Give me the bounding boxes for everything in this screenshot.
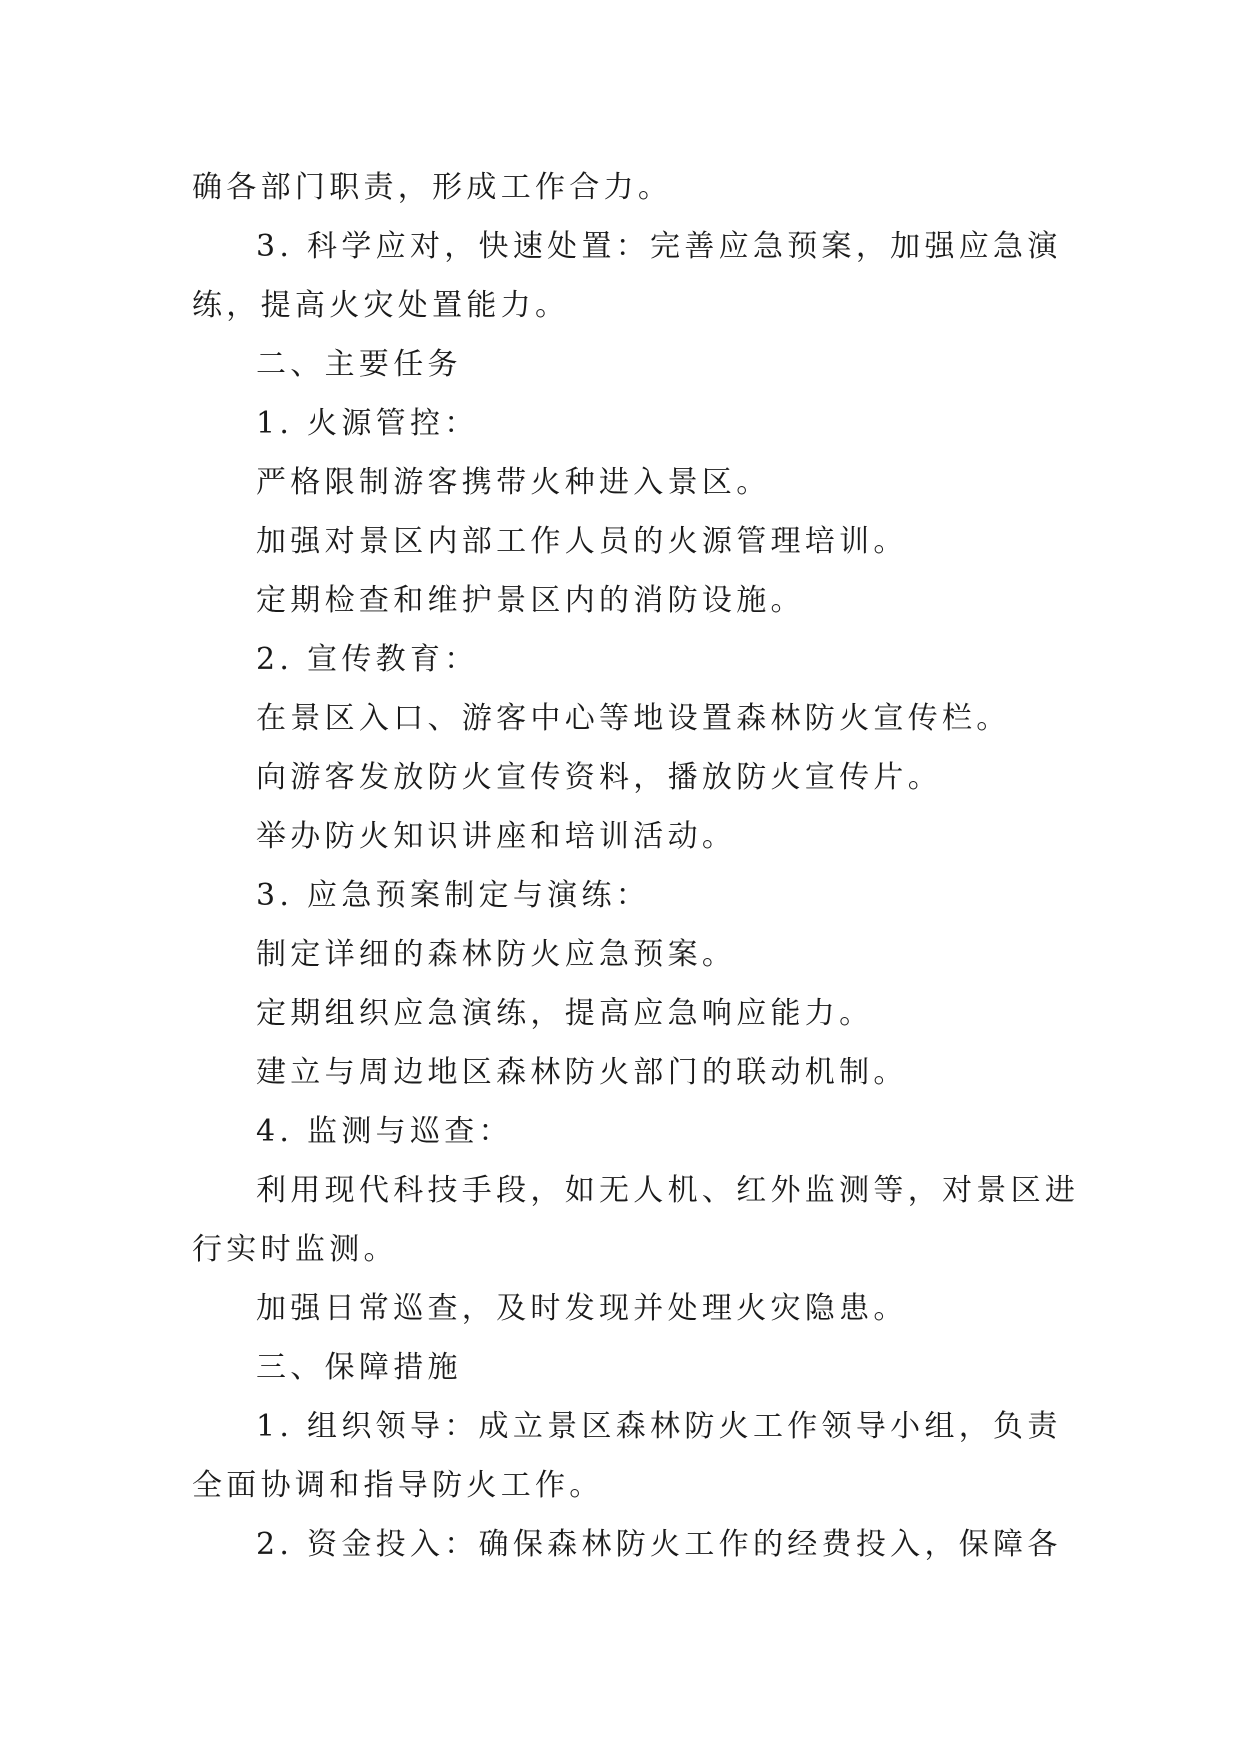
paragraph-line: 在景区入口、游客中心等地设置森林防火宣传栏。 (256, 701, 1011, 736)
subsection-heading: 4. 监测与巡查： (256, 1114, 513, 1149)
paragraph-line: 行实时监测。 (192, 1232, 398, 1267)
paragraph-line: 定期组织应急演练，提高应急响应能力。 (256, 996, 874, 1031)
paragraph-line: 利用现代科技手段，如无人机、红外监测等，对景区进 (256, 1173, 1080, 1208)
paragraph-line: 加强日常巡查，及时发现并处理火灾隐患。 (256, 1291, 908, 1326)
paragraph-line: 建立与周边地区森林防火部门的联动机制。 (256, 1055, 908, 1090)
paragraph-line: 定期检查和维护景区内的消防设施。 (256, 583, 805, 618)
paragraph-line: 3. 科学应对，快速处置：完善应急预案，加强应急演 (256, 229, 1062, 264)
subsection-heading: 3. 应急预案制定与演练： (256, 878, 651, 913)
section-heading: 三、保障措施 (256, 1350, 462, 1385)
paragraph-line: 练，提高火灾处置能力。 (192, 288, 570, 323)
paragraph-line: 加强对景区内部工作人员的火源管理培训。 (256, 524, 908, 559)
paragraph-line: 确各部门职责，形成工作合力。 (192, 170, 673, 205)
subsection-heading: 2. 宣传教育： (256, 642, 479, 677)
paragraph-line: 制定详细的森林防火应急预案。 (256, 937, 737, 972)
paragraph-line: 1. 组织领导：成立景区森林防火工作领导小组，负责 (256, 1409, 1062, 1444)
paragraph-line: 举办防火知识讲座和培训活动。 (256, 819, 737, 854)
paragraph-line: 向游客发放防火宣传资料，播放防火宣传片。 (256, 760, 942, 795)
paragraph-line: 全面协调和指导防火工作。 (192, 1468, 604, 1503)
paragraph-line: 2. 资金投入：确保森林防火工作的经费投入，保障各 (256, 1527, 1062, 1562)
section-heading: 二、主要任务 (256, 347, 462, 382)
subsection-heading: 1. 火源管控： (256, 406, 479, 441)
paragraph-line: 严格限制游客携带火种进入景区。 (256, 465, 771, 500)
document-body (192, 158, 1080, 1574)
